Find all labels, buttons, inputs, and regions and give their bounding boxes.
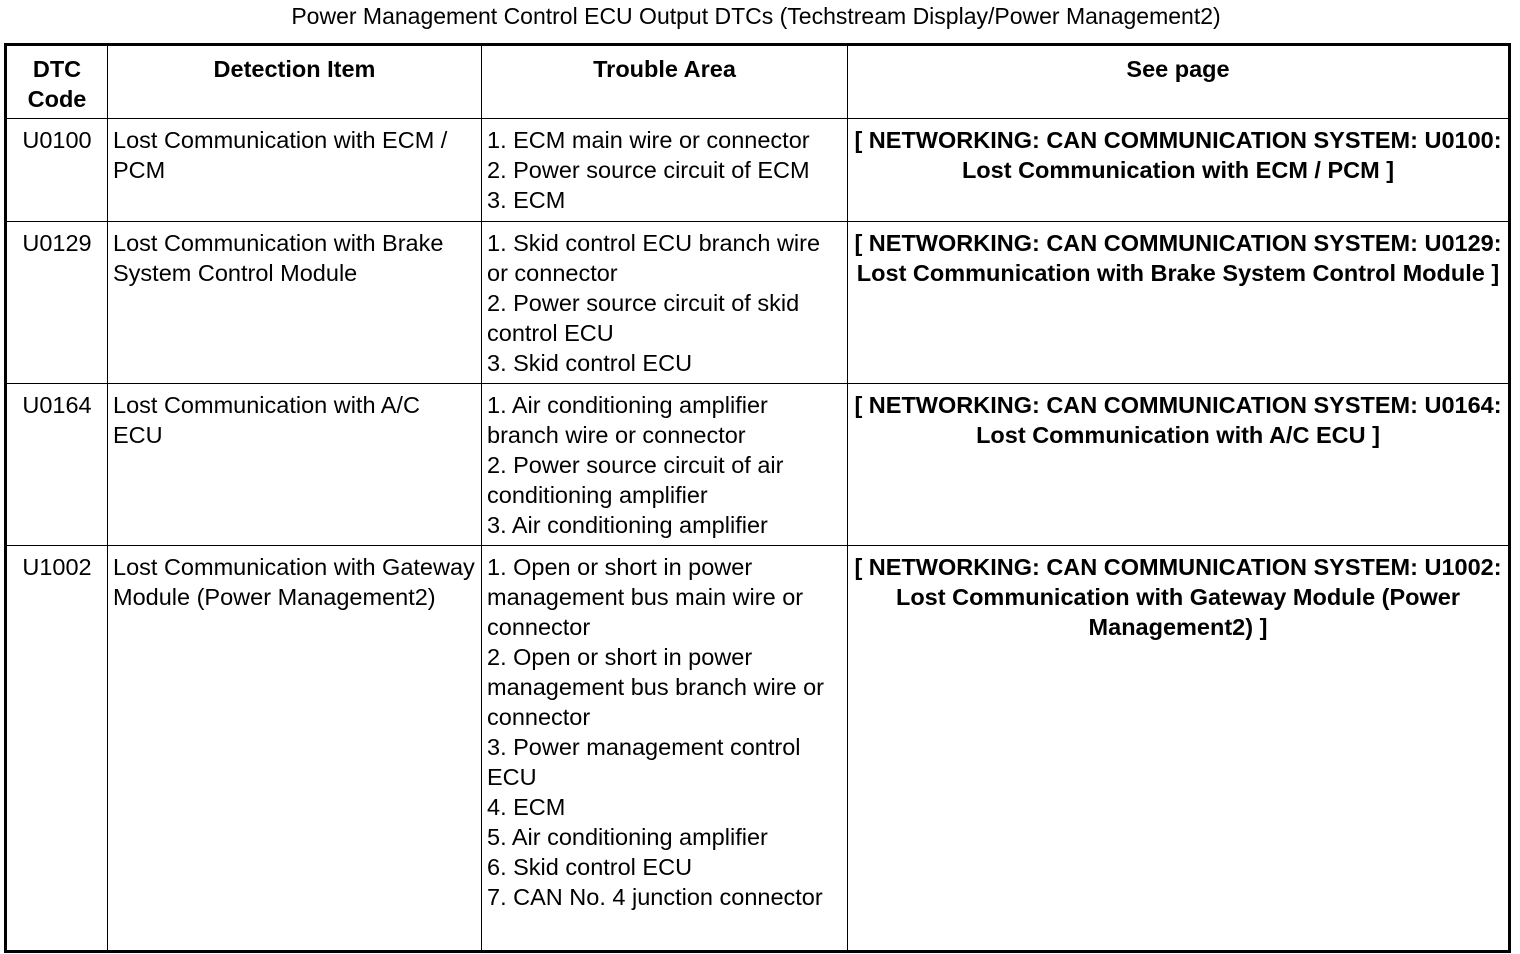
trouble-area-item: 3. Skid control ECU	[487, 350, 693, 376]
trouble-area-item: 7. CAN No. 4 junction connector	[487, 884, 823, 910]
header-dtc-code	[6, 45, 108, 119]
see-page-link[interactable]: [ NETWORKING: CAN COMMUNICATION SYSTEM: U0100: Lost Communication with ECM / PCM ]	[848, 119, 1510, 222]
trouble-area-item: 2. Power source circuit of skid control ECU	[487, 290, 800, 346]
trouble-area-item: 6. Skid control ECU	[487, 854, 693, 880]
table-header-row	[6, 45, 1510, 119]
trouble-area-item: 1. ECM main wire or connector	[487, 127, 810, 153]
detection-item-cell: Lost Communication with ECM / PCM	[108, 119, 482, 222]
header-see-page: See page	[848, 45, 1510, 119]
table-row	[6, 546, 1510, 952]
trouble-area-cell	[482, 222, 848, 384]
detection-item-cell: Lost Communication with Brake System Control Module	[108, 222, 482, 384]
trouble-area-cell	[482, 119, 848, 222]
detection-item-cell: Lost Communication with A/C ECU	[108, 384, 482, 546]
see-page-link[interactable]: [ NETWORKING: CAN COMMUNICATION SYSTEM: U0129: Lost Communication with Brake System Control Module ]	[848, 222, 1510, 384]
header-dtc-code-line1: DTC	[32, 56, 82, 82]
header-trouble-area: Trouble Area	[482, 45, 848, 119]
trouble-area-item: 2. Open or short in power management bus branch wire or connector	[487, 644, 825, 730]
trouble-area-item: 1. Air conditioning amplifier branch wire or connector	[487, 392, 768, 448]
table-row	[6, 119, 1510, 222]
dtc-code-cell: U0129	[6, 222, 108, 384]
trouble-area-item: 3. Air conditioning amplifier	[487, 512, 768, 538]
dtc-table	[4, 43, 1511, 953]
trouble-area-item: 3. ECM	[487, 187, 566, 213]
detection-item-cell: Lost Communication with Gateway Module (Power Management2)	[108, 546, 482, 952]
table-row	[6, 384, 1510, 546]
trouble-area-item: 5. Air conditioning amplifier	[487, 824, 768, 850]
trouble-area-item: 1. Open or short in power management bus main wire or connector	[487, 554, 804, 640]
header-detection-item: Detection Item	[108, 45, 482, 119]
trouble-area-cell	[482, 384, 848, 546]
dtc-code-cell: U1002	[6, 546, 108, 952]
see-page-link[interactable]: [ NETWORKING: CAN COMMUNICATION SYSTEM: U0164: Lost Communication with A/C ECU ]	[848, 384, 1510, 546]
dtc-code-cell: U0164	[6, 384, 108, 546]
trouble-area-item: 2. Power source circuit of air conditioning amplifier	[487, 452, 784, 508]
trouble-area-item: 1. Skid control ECU branch wire or connector	[487, 230, 821, 286]
trouble-area-item: 4. ECM	[487, 794, 566, 820]
header-dtc-code-line2: Code	[27, 86, 87, 112]
dtc-code-cell: U0100	[6, 119, 108, 222]
trouble-area-item: 2. Power source circuit of ECM	[487, 157, 810, 183]
page-title: Power Management Control ECU Output DTCs (Techstream Display/Power Management2)	[291, 3, 1221, 29]
trouble-area-item: 3. Power management control ECU	[487, 734, 801, 790]
trouble-area-cell	[482, 546, 848, 952]
table-row	[6, 222, 1510, 384]
see-page-link[interactable]: [ NETWORKING: CAN COMMUNICATION SYSTEM: U1002: Lost Communication with Gateway Module (Power Management2) ]	[848, 546, 1510, 952]
